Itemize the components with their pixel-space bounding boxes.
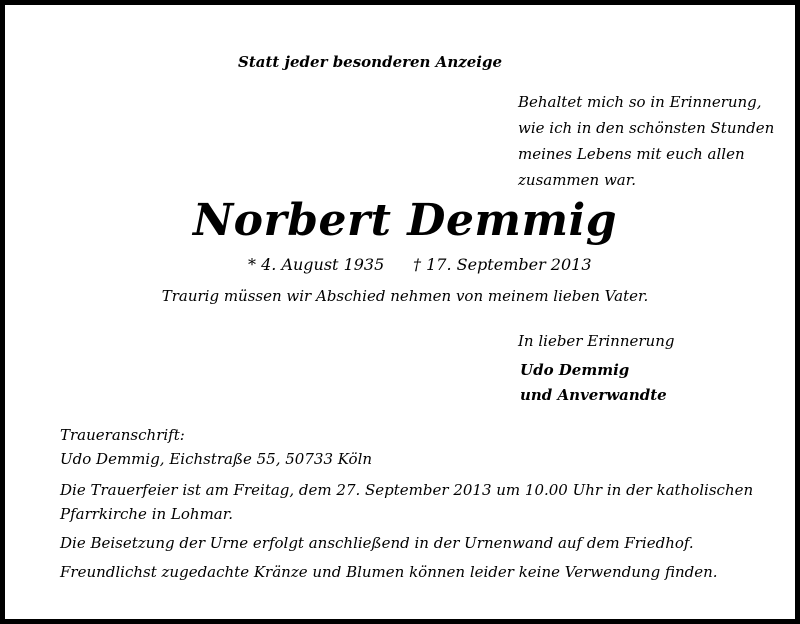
verse-line: Behaltet mich so in Erinnerung,	[518, 93, 762, 111]
flowers-note: Freundlichst zugedachte Kränze und Blumen können leider keine Verwendung finden.	[60, 563, 718, 581]
birth-date: * 4. August 1935	[248, 255, 385, 274]
urn-info: Die Beisetzung der Urne erfolgt anschließend in der Urnenwand auf dem Friedhof.	[60, 534, 694, 552]
funeral-info: Die Trauerfeier ist am Freitag, dem 27. September 2013 um 10.00 Uhr in der katholischen Pfarrkirche in Lohmar.	[60, 481, 754, 523]
deceased-name: Norbert Demmig	[192, 195, 618, 246]
address-label: Traueranschrift:	[60, 426, 185, 444]
memory-line: In lieber Erinnerung	[518, 332, 675, 350]
farewell-line: Traurig müssen wir Abschied nehmen von meinem lieben Vater.	[161, 287, 649, 305]
memorial-verse	[518, 89, 774, 193]
verse-line: zusammen war.	[518, 171, 637, 189]
notice-header: Statt jeder besonderen Anzeige	[238, 53, 503, 71]
verse-line: meines Lebens mit euch allen	[518, 145, 745, 163]
mourning-address: Udo Demmig, Eichstraße 55, 50733 Köln	[60, 450, 373, 468]
death-date: † 17. September 2013	[413, 255, 592, 274]
signer-name: Udo Demmig	[520, 361, 630, 379]
verse-line: wie ich in den schönsten Stunden	[518, 119, 775, 137]
signer-relatives: und Anverwandte	[520, 386, 667, 404]
